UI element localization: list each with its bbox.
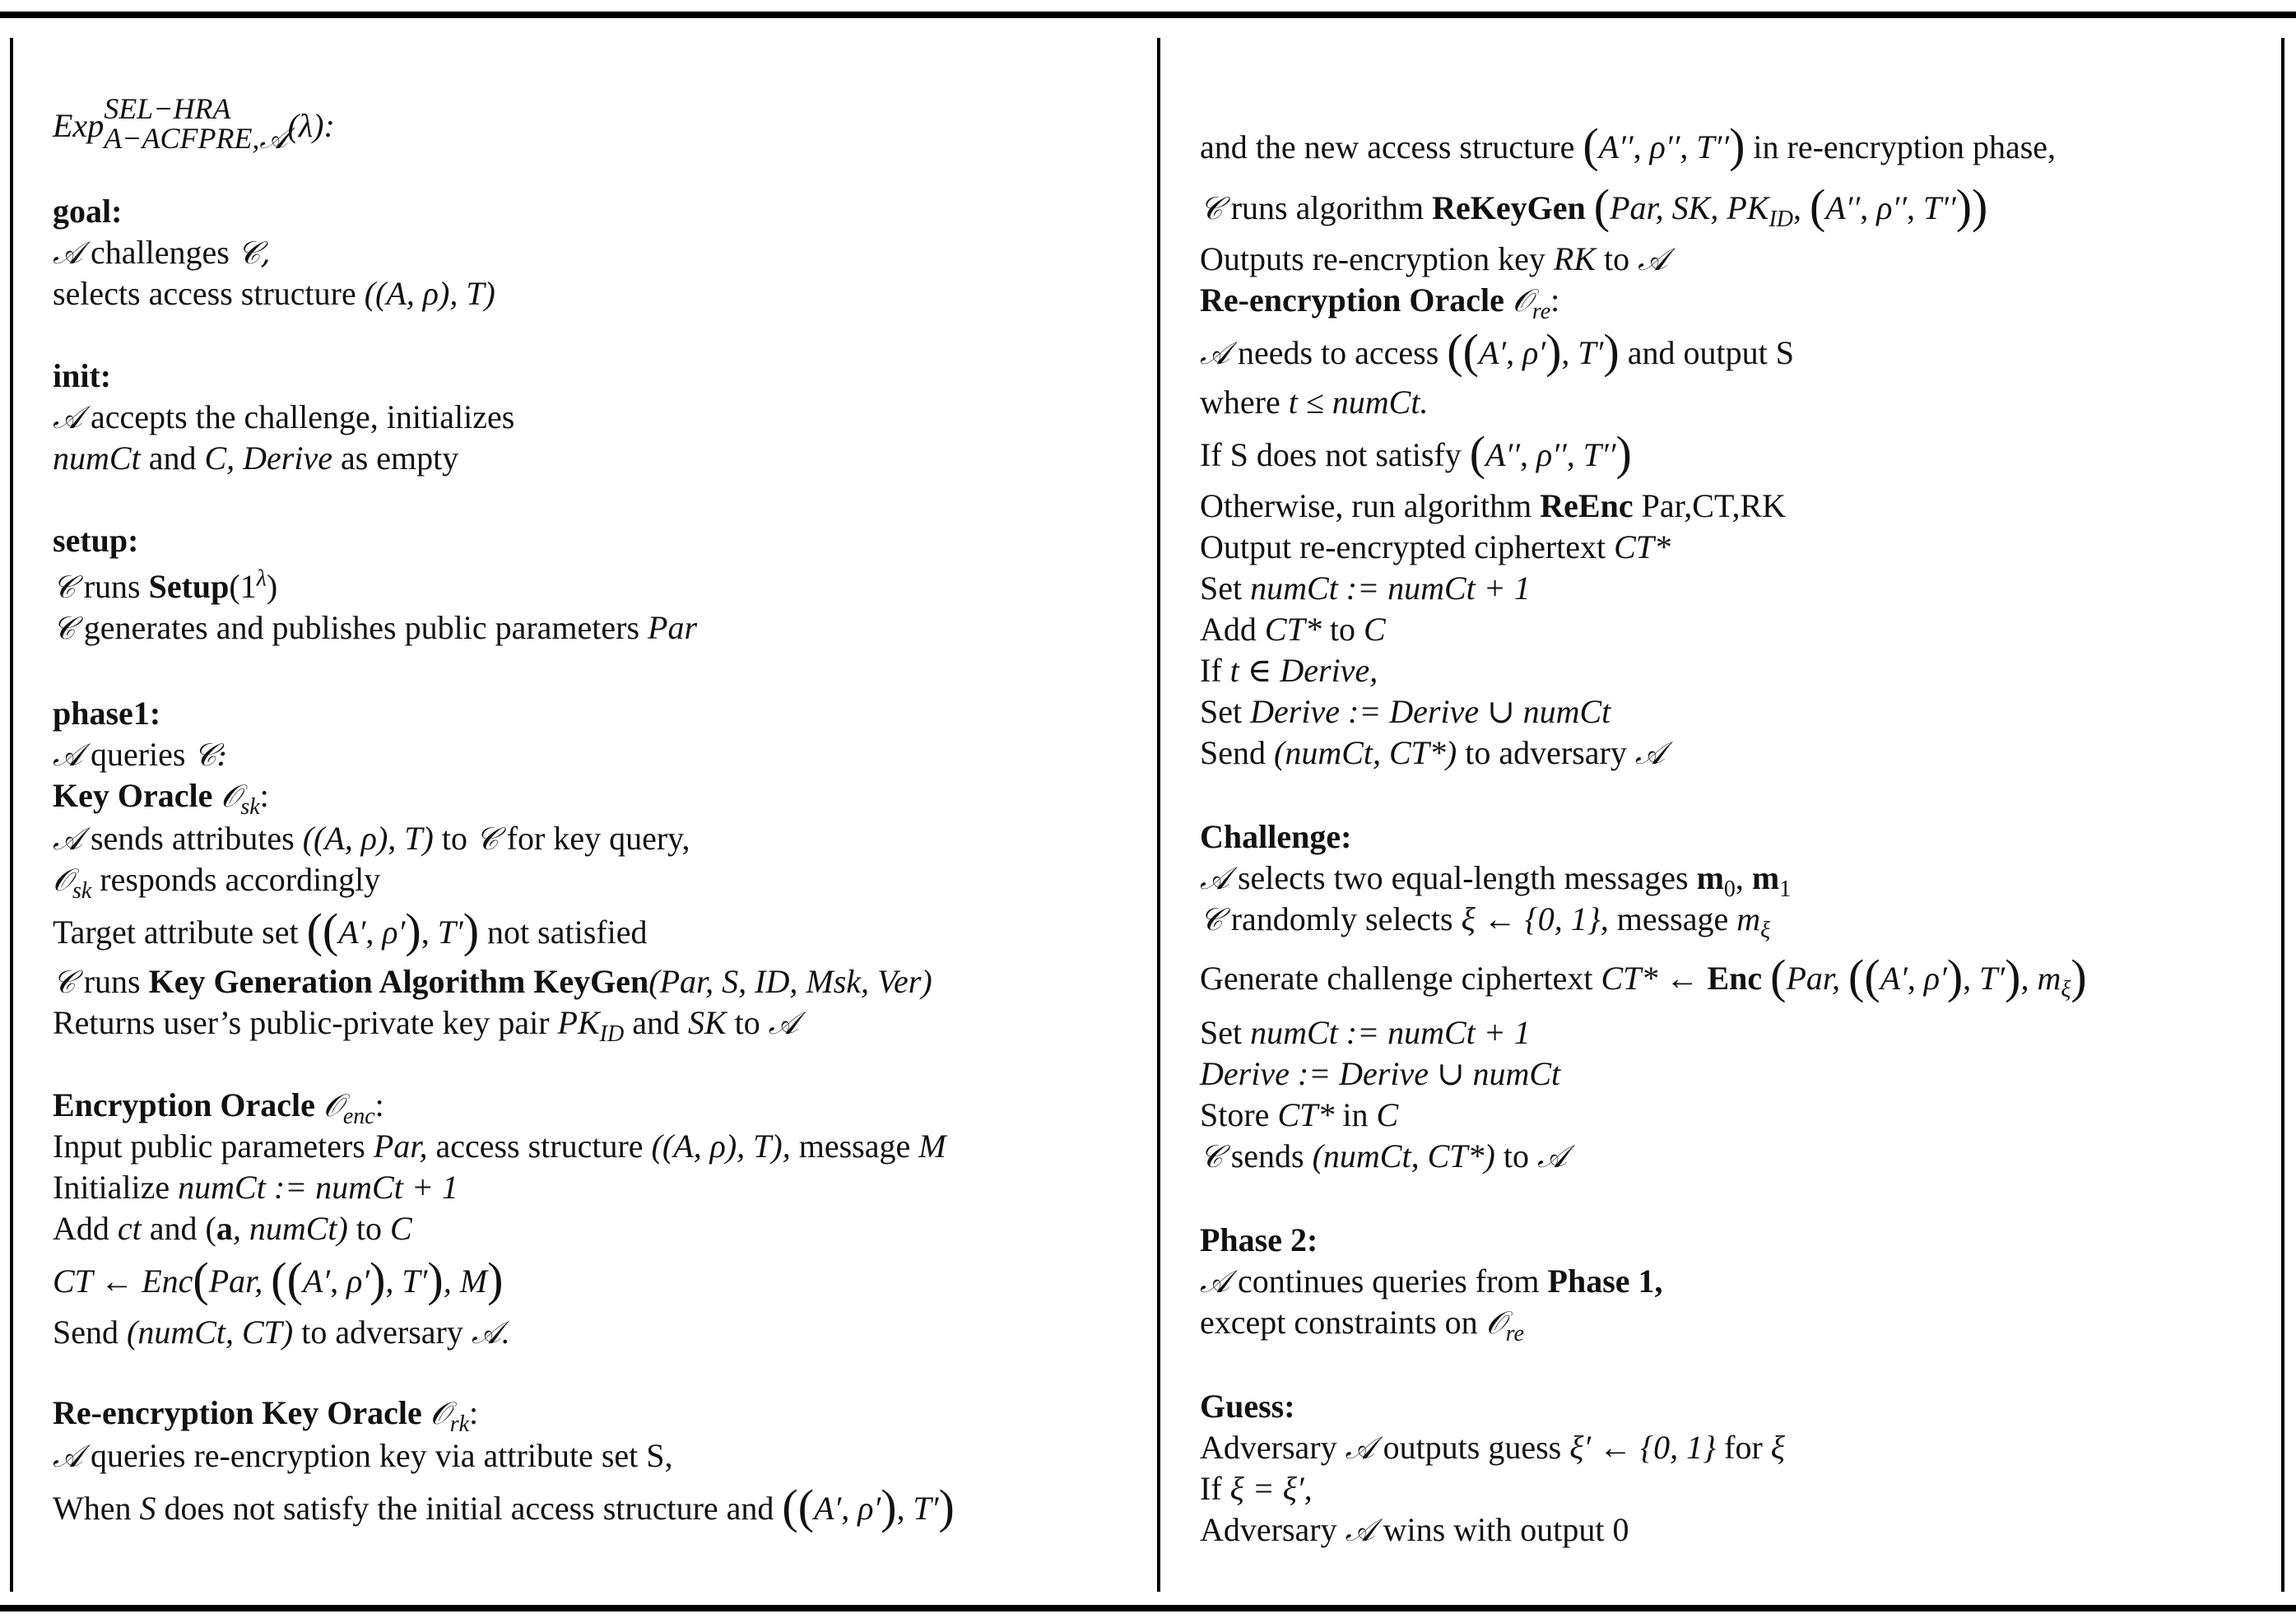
enc-line-2: Initialize numCt := numCt + 1 [53,1169,458,1206]
challenge-line-5: Derive := Derive ∪ numCt [1200,1055,1561,1092]
right-border [2281,38,2284,1592]
right-line-1: and the new access structure (A′′, ρ′′, T′′) in re-encryption phase, [1200,119,2057,172]
experiment-title: Exp SEL−HRA A−ACFPRE,𝒜 (λ): [53,92,335,155]
challenge-line-7: 𝒞 sends (numCt, CT*) to 𝒜 [1200,1137,1567,1174]
setup-line-2: 𝒞 generates and publishes public parameters Par [53,609,698,646]
right-line-5: 𝒜 needs to access ((A′, ρ′), T′) and output S [1200,324,1794,378]
right-line-12: If t ∈ Derive, [1200,652,1378,689]
right-line-10: Set numCt := numCt + 1 [1200,570,1531,607]
guess-heading: Guess: [1200,1388,1295,1425]
right-column [1200,0,2270,1597]
challenge-line-3: Generate challenge ciphertext CT* ← Enc (Par, ((A′, ρ′), T′), $m_\xi$) [1200,950,2087,1003]
enc-line-1: Input public parameters Par, access structure ((A, ρ), T), message M [53,1128,946,1165]
phase2-heading: Phase 2: [1200,1221,1318,1258]
right-line-6: where t ≤ numCt. [1200,384,1429,421]
encryption-oracle-heading: Encryption Oracle 𝒪$_{enc}$: [53,1086,384,1129]
phase2-line-1: 𝒜 continues queries from Phase 1, [1200,1263,1663,1300]
challenge-line-1: 𝒜 selects two equal-length messages $m_0$, $m_1$ [1200,859,1792,902]
phase1-line-5: Target attribute set ((A′, ρ′), T′) not satisfied [53,904,648,957]
goal-line-1: 𝒜 challenges 𝒞, [53,234,271,271]
challenge-line-2: 𝒞 randomly selects ξ ← {0, 1}, message $m_\xi$ [1200,900,1771,943]
setup-heading: setup: [53,522,139,559]
right-line-13: Set Derive := Derive ∪ numCt [1200,693,1611,730]
init-line-1: 𝒜 accepts the challenge, initializes [53,398,515,435]
right-line-2: 𝒞 runs algorithm ReKeyGen (Par, SK, $PK_{ID}$, (A′′, ρ′′, T′′)) [1200,179,1988,233]
phase1-line-6: 𝒞 runs Key Generation Algorithm KeyGen(Par, S, ID, Msk, Ver) [53,963,932,1000]
init-heading: init: [53,357,112,394]
phase1-heading: phase1: [53,695,161,732]
guess-line-1: Adversary 𝒜 outputs guess ξ′ ← {0, 1} for ξ [1200,1429,1785,1466]
column-divider [1157,38,1160,1592]
enc-line-4: CT ← Enc(Par, ((A′, ρ′), T′), M) [53,1253,504,1306]
rk-line-1: 𝒜 queries re-encryption key via attribute set S, [53,1437,673,1474]
right-line-7: If S does not satisfy (A′′, ρ′′, T′′) [1200,426,1632,480]
goal-heading: goal: [53,193,123,230]
phase2-line-2: except constraints on 𝒪$_{re}$ [1200,1304,1524,1346]
phase1-line-3: 𝒜 sends attributes ((A, ρ), T) to 𝒞 for key query, [53,820,690,857]
guess-line-2: If ξ = ξ′, [1200,1470,1313,1507]
phase1-line-7: Returns user’s public-private key pair $PK_{ID}$ and SK to 𝒜 [53,1004,798,1047]
setup-line-1: 𝒞 runs $Setup(1^\lambda)$ [53,565,278,605]
challenge-heading: Challenge: [1200,818,1352,855]
right-line-14: Send (numCt, CT*) to adversary 𝒜 [1200,734,1665,771]
right-line-11: Add CT* to C [1200,611,1386,648]
enc-line-5: Send (numCt, CT) to adversary 𝒜. [53,1314,509,1351]
challenge-line-6: Store CT* in C [1200,1096,1399,1133]
rekey-oracle-heading: Re-encryption Key Oracle 𝒪$_{rk}$: [53,1394,479,1437]
right-line-8: Otherwise, run algorithm ReEnc Par,CT,RK [1200,487,1787,524]
right-line-3: Outputs re-encryption key RK to 𝒜 [1200,240,1668,277]
challenge-line-4: Set numCt := numCt + 1 [1200,1014,1531,1051]
right-line-9: Output re-encrypted ciphertext CT* [1200,528,1671,565]
goal-line-2: selects access structure ((A, ρ), T) [53,275,495,312]
enc-line-3: Add ct and (a, numCt) to C [53,1210,412,1247]
reencryption-oracle-heading: Re-encryption Oracle 𝒪$_{re}$: [1200,281,1560,324]
left-column [53,0,1139,1597]
init-line-2: numCt and C, Derive as empty [53,439,459,477]
phase1-line-1: 𝒜 queries 𝒞: [53,736,227,773]
rk-line-2: When S does not satisfy the initial access structure and ((A′, ρ′), T′) [53,1480,955,1533]
phase1-line-4: 𝒪$_{sk}$ responds accordingly [53,861,381,904]
guess-line-3: Adversary 𝒜 wins with output 0 [1200,1511,1629,1548]
bottom-rule [0,1605,2296,1611]
key-oracle-heading: Key Oracle 𝒪$_{sk}$: [53,777,269,820]
left-border [10,38,13,1592]
